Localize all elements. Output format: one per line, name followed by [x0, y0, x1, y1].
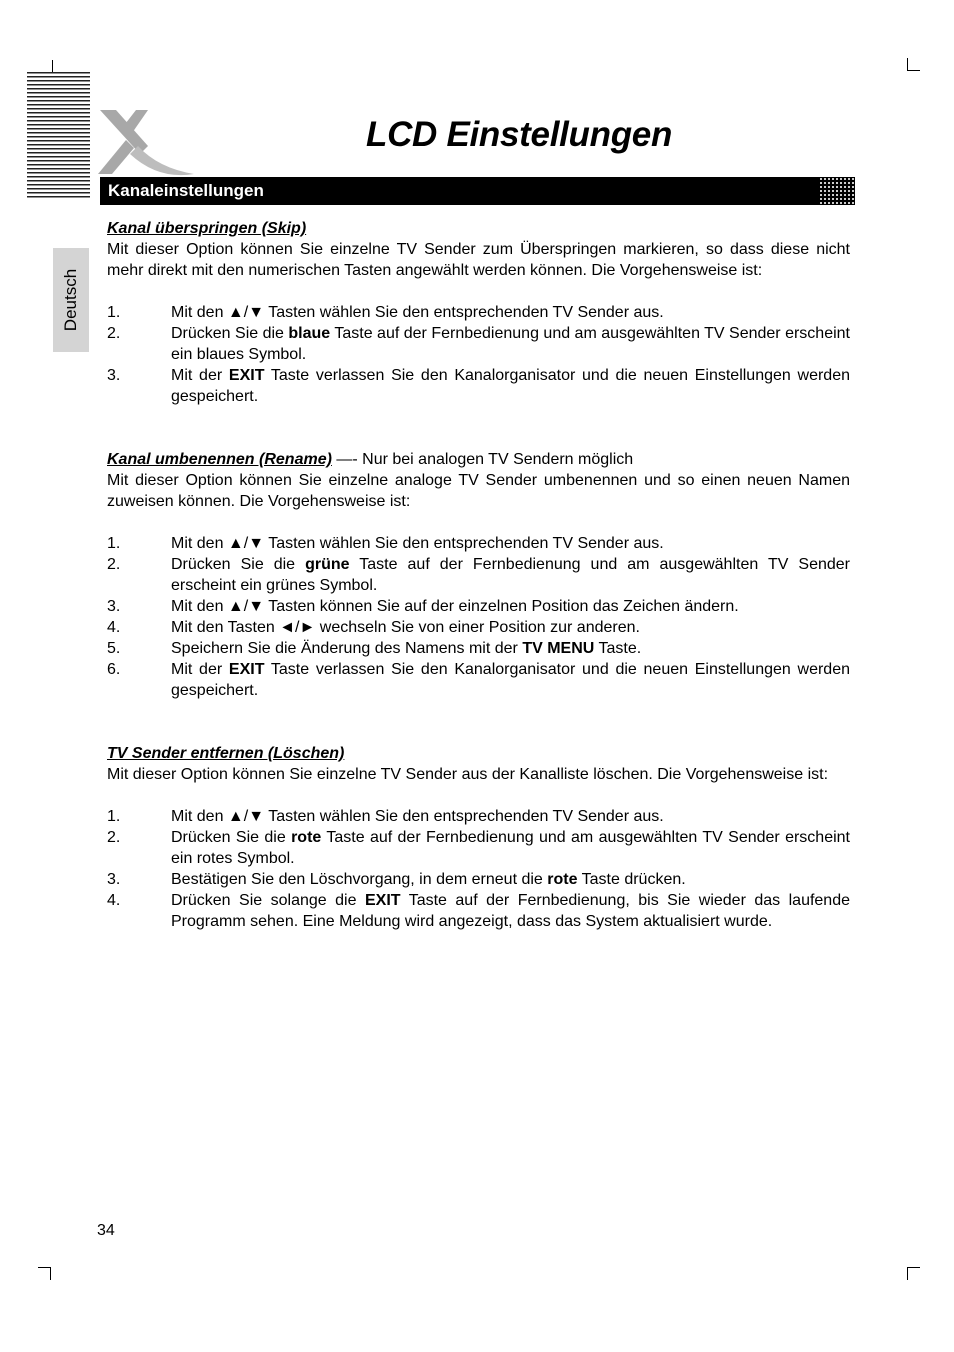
page-title: LCD Einstellungen	[366, 115, 673, 154]
list-item	[107, 827, 850, 869]
header-stripes-decoration	[27, 72, 90, 200]
section-heading: Kanal überspringen (Skip)	[107, 220, 307, 237]
step-keyword: EXIT	[228, 367, 265, 384]
step-keyword: rote	[291, 829, 322, 846]
list-item	[107, 554, 850, 596]
page-number: 34	[97, 1222, 115, 1239]
step-keyword: EXIT	[364, 892, 401, 909]
list-item	[107, 533, 850, 554]
step-number: 5.	[107, 640, 121, 657]
crop-mark-bottom-right	[907, 1267, 920, 1280]
list-item	[107, 806, 850, 827]
section-heading: Kanal umbenennen (Rename)	[107, 451, 332, 468]
section-intro: Mit dieser Option können Sie einzelne TV Sender zum Überspringen markieren, so dass diese nicht mehr direkt mit den numerischen Tasten angewählt werden können. Die Vorgehensweise ist:	[107, 241, 850, 279]
step-text: Mit den ▲/▼ Tasten wählen Sie den entsprechenden TV Sender aus.	[171, 808, 664, 825]
step-number: 3.	[107, 871, 121, 888]
step-keyword: blaue	[288, 325, 331, 342]
step-number: 4.	[107, 892, 121, 909]
step-keyword: rote	[547, 871, 578, 888]
crop-mark-top-right	[907, 58, 920, 71]
list-item	[107, 323, 850, 365]
main-content	[107, 218, 850, 932]
list-item	[107, 302, 850, 323]
step-keyword: grüne	[305, 556, 350, 573]
step-text: Mit der	[171, 661, 229, 678]
list-item	[107, 869, 850, 890]
step-text: Drücken Sie die	[171, 829, 292, 846]
step-number: 6.	[107, 661, 121, 678]
step-text: Taste auf der Fernbedienung, bis Sie wieder das laufende Programm sehen. Eine Meldung wird angezeigt, dass das System aktualisiert wurde.	[171, 892, 851, 930]
section-spacer	[107, 407, 850, 449]
step-text: Taste auf der Fernbedienung und am ausgewählten TV Sender erscheint ein blaues Symbol.	[171, 325, 851, 363]
language-tab	[53, 248, 89, 352]
step-number: 2.	[107, 556, 121, 573]
step-text: Mit den Tasten ◄/► wechseln Sie von einer Position zur anderen.	[171, 619, 640, 636]
step-number: 4.	[107, 619, 121, 636]
step-text: Drücken Sie die	[171, 325, 289, 342]
step-text: Taste verlassen Sie den Kanalorganisator und die neuen Einstellungen werden gespeichert.	[171, 367, 850, 405]
list-item	[107, 659, 850, 701]
step-text: Taste auf der Fernbedienung und am ausgewählten TV Sender erscheint ein grünes Symbol.	[171, 556, 851, 594]
step-number: 1.	[107, 808, 121, 825]
section-delete	[107, 743, 850, 932]
step-number: 1.	[107, 304, 121, 321]
step-text: Drücken Sie solange die	[171, 892, 365, 909]
step-text: Taste verlassen Sie den Kanalorganisator und die neuen Einstellungen werden gespeichert.	[171, 661, 850, 699]
section-header-bar	[100, 177, 855, 205]
list-item	[107, 596, 850, 617]
step-text: Mit den ▲/▼ Tasten können Sie auf der einzelnen Position das Zeichen ändern.	[171, 598, 739, 615]
step-text: Drücken Sie die	[171, 556, 306, 573]
step-number: 2.	[107, 325, 121, 342]
step-number: 3.	[107, 598, 121, 615]
step-text: Taste.	[594, 640, 642, 657]
section-title: Kanaleinstellungen	[108, 181, 264, 200]
list-item	[107, 638, 850, 659]
step-keyword: TV MENU	[522, 640, 595, 657]
step-keyword: EXIT	[228, 661, 265, 678]
dot-pattern-decoration	[819, 177, 855, 205]
section-skip	[107, 218, 850, 407]
step-text: Bestätigen Sie den Löschvorgang, in dem erneut die	[171, 871, 548, 888]
step-text: Mit der	[171, 367, 229, 384]
section-heading-line	[107, 449, 850, 470]
section-spacer	[107, 701, 850, 743]
step-list	[107, 533, 850, 701]
section-heading-note: —- Nur bei analogen TV Sendern möglich	[331, 451, 634, 468]
step-number: 1.	[107, 535, 121, 552]
section-rename	[107, 449, 850, 701]
section-intro: Mit dieser Option können Sie einzelne TV Sender aus der Kanalliste löschen. Die Vorgehensweise ist:	[107, 766, 829, 783]
brand-x-logo-icon	[96, 108, 196, 178]
list-item	[107, 617, 850, 638]
step-text: Mit den ▲/▼ Tasten wählen Sie den entsprechenden TV Sender aus.	[171, 535, 664, 552]
list-item	[107, 890, 850, 932]
step-text: Speichern Sie die Änderung des Namens mit der	[171, 640, 523, 657]
step-number: 3.	[107, 367, 121, 384]
section-heading: TV Sender entfernen (Löschen)	[107, 745, 345, 762]
step-list	[107, 302, 850, 407]
step-text: Mit den ▲/▼ Tasten wählen Sie den entsprechenden TV Sender aus.	[171, 304, 664, 321]
section-intro: Mit dieser Option können Sie einzelne analoge TV Sender umbenennen und so einen neuen Namen zuweisen können. Die Vorgehensweise ist:	[107, 472, 850, 510]
language-tab-label: Deutsch	[61, 268, 80, 332]
crop-mark-bottom-left	[38, 1267, 51, 1280]
step-text: Taste drücken.	[577, 871, 686, 888]
step-list	[107, 806, 850, 932]
list-item	[107, 365, 850, 407]
step-text: Taste auf der Fernbedienung und am ausgewählten TV Sender erscheint ein rotes Symbol.	[171, 829, 851, 867]
step-number: 2.	[107, 829, 121, 846]
